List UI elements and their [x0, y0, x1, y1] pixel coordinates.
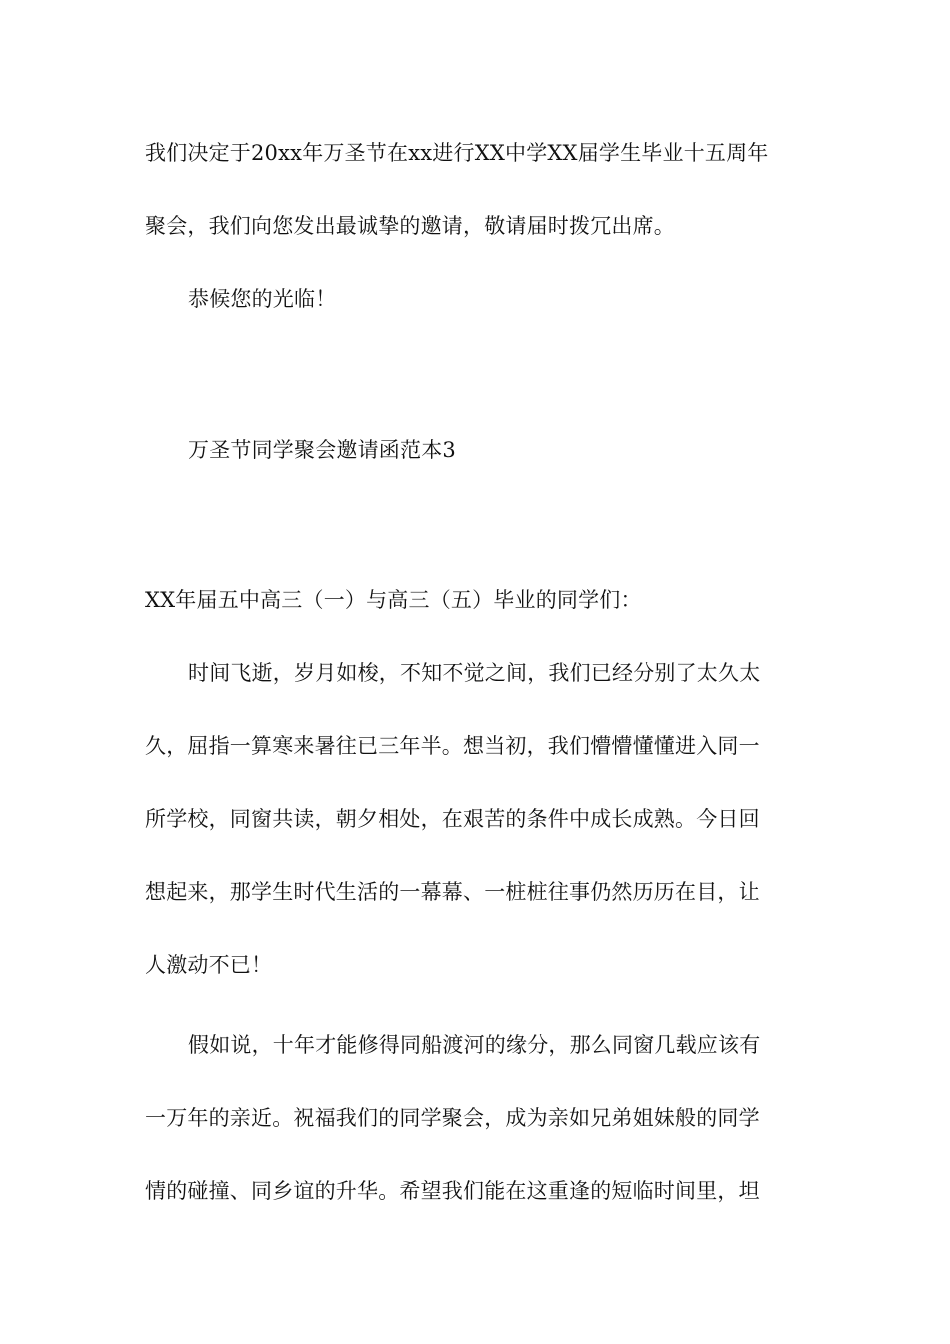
paragraph-line-1: 我们决定于20xx年万圣节在xx进行XX中学XX届学生毕业十五周年: [145, 141, 769, 165]
salutation-line: XX年届五中高三（一）与高三（五）毕业的同学们：: [145, 588, 642, 612]
paragraph-line-2: 聚会，我们向您发出最诚挚的邀请，敬请届时拨冗出席。: [145, 214, 675, 238]
closing-line: 恭候您的光临！: [188, 287, 337, 311]
paragraph-line-9: 一万年的亲近。祝福我们的同学聚会，成为亲如兄弟姐妹般的同学: [145, 1106, 760, 1130]
paragraph-line-8: 假如说，十年才能修得同船渡河的缘分，那么同窗几载应该有: [188, 1033, 761, 1057]
paragraph-line-5: 所学校，同窗共读，朝夕相处，在艰苦的条件中成长成熟。今日回: [145, 807, 760, 831]
paragraph-line-3: 时间飞逝，岁月如梭，不知不觉之间，我们已经分别了太久太: [188, 661, 761, 685]
paragraph-line-6: 想起来，那学生时代生活的一幕幕、一桩桩往事仍然历历在目，让: [145, 880, 760, 904]
section-heading: 万圣节同学聚会邀请函范本3: [188, 438, 456, 462]
paragraph-line-7: 人激动不已！: [145, 953, 273, 977]
paragraph-line-4: 久，屈指一算寒来暑往已三年半。想当初，我们懵懵懂懂进入同一: [145, 734, 760, 758]
paragraph-line-10: 情的碰撞、同乡谊的升华。希望我们能在这重逢的短临时间里，坦: [145, 1179, 760, 1203]
